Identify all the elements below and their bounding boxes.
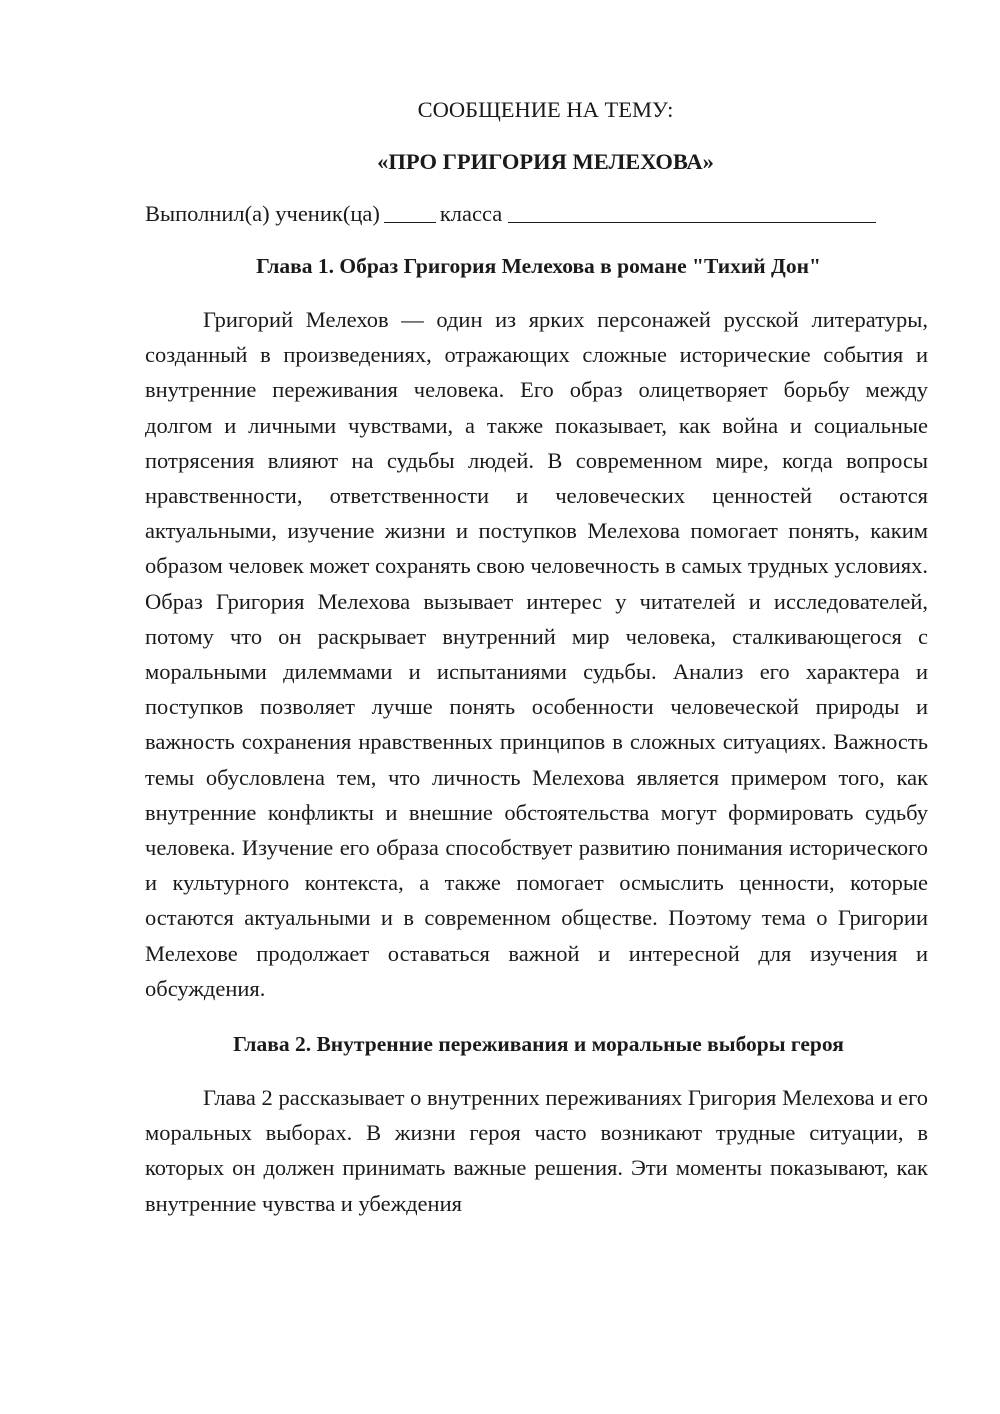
author-middle: класса [439,201,503,226]
document-body [145,92,928,1221]
author-line [145,196,928,232]
author-prefix: Выполнил(а) ученик(ца) [145,201,380,226]
class-number-blank [384,198,436,223]
chapter-2-paragraph: Глава 2 рассказывает о внутренних переживаниях Григория Мелехова и его моральных выборах. В жизни героя часто возникают трудные ситуации, в которых он должен принимать важные решения. Эти моменты показывают, как внутренние чувства и убеждения [145,1085,928,1216]
class-letter-blank [508,198,876,223]
report-title-line-1: СООБЩЕНИЕ НА ТЕМУ: [417,97,674,122]
report-title-line-2: «ПРО ГРИГОРИЯ МЕЛЕХОВА» [377,149,714,174]
chapter-2-heading: Глава 2. Внутренние переживания и моральные выборы героя [233,1032,844,1057]
chapter-1-heading: Глава 1. Образ Григория Мелехова в романе "Тихий Дон" [256,254,821,278]
chapter-1-paragraph: Григорий Мелехов — один из ярких персонажей русской литературы, созданный в произведениях, отражающих сложные исторические события и внутренние переживания человека. Его образ олицетворяет борьбу между долгом и личными чувствами, а также показывает, как война и социальные потрясения влияют на судьбы людей. В современном мире, когда вопросы нравственности, ответственности и человеческих ценностей остаются актуальными, изучение жизни и поступков Мелехова помогает понять, каким образом человек может сохранять свою человечность в самых трудных условиях. Образ Григория Мелехова вызывает интерес у читателей и исследователей, потому что он раскрывает внутренний мир человека, сталкивающегося с моральными дилеммами и испытаниями судьбы. Анализ его характера и поступков позволяет лучше понять особенности человеческой природы и важность сохранения нравственных принципов в сложных ситуациях. Важность темы обусловлена тем, что личность Мелехова является примером того, как внутренние конфликты и внешние обстоятельства могут формировать судьбу человека. Изучение его образа способствует развитию понимания исторического и культурного контекста, а также помогает осмыслить ценности, которые остаются актуальными и в современном обществе. Поэтому тема о Григории Мелехове продолжает оставаться важной и интересной для изучения и обсуждения. [145,307,928,1001]
